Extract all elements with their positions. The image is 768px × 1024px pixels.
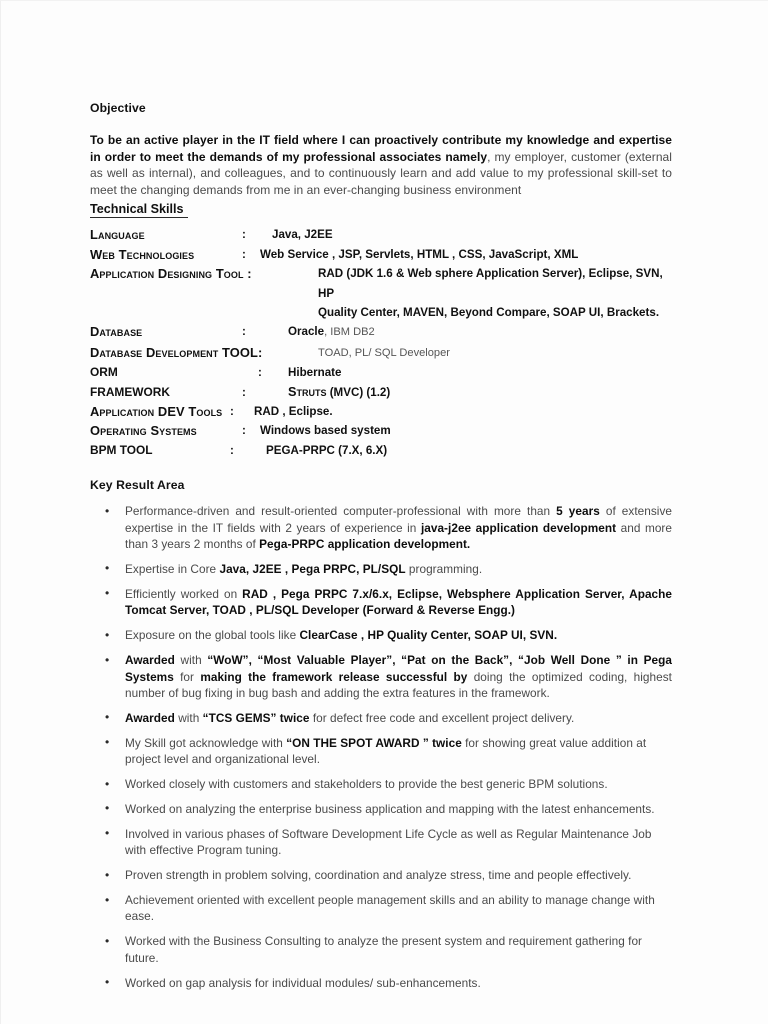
bullet-text: Worked with the Business Consulting to analyze the present system and requirement gathering for future. <box>125 934 643 965</box>
bullet-text-bold: Awarded <box>125 710 175 725</box>
bullet-text: Performance-driven and result-oriented computer-professional with more than <box>125 504 557 519</box>
bullet-text-bold: “ON THE SPOT AWARD ” twice <box>286 735 462 750</box>
bullet-core-expertise <box>90 561 672 577</box>
bullet-on-the-spot-award <box>90 735 672 768</box>
skill-value: Windows based system <box>260 424 391 438</box>
objective-paragraph-rest: , my employer, customer (external as well as internal), and colleagues, and to continuously learn and add value to my professional skill-set to meet the changing demands from me in an ever-changing business environment <box>90 149 672 197</box>
bullet-text: Exposure on the global tools like <box>125 628 300 643</box>
skill-label: Language <box>90 227 145 243</box>
objective-paragraph <box>90 132 672 198</box>
bullet-business-consulting <box>90 933 672 966</box>
skill-value-secondary: , IBM DB2 <box>324 326 375 339</box>
bullet-text: Efficiently worked on <box>125 586 243 601</box>
skill-value: Web Service , JSP, Servlets, HTML , CSS, JavaScript, XML <box>260 247 579 261</box>
bullet-text-bold: ClearCase , HP Quality Center, SOAP UI, SVN. <box>299 628 558 643</box>
bullet-text-bold: “TCS GEMS” twice <box>202 710 310 725</box>
skill-row <box>90 343 672 363</box>
skill-colon: : <box>242 228 246 242</box>
bullet-awards-pega <box>90 652 672 701</box>
bullet-text: Expertise in Core <box>125 561 220 576</box>
skill-value: PEGA-PRPC (7.X, 6.X) <box>266 443 388 457</box>
bullet-text: for showing great value addition at project level and organizational level. <box>125 735 647 767</box>
skill-label: Operating Systems <box>90 423 197 439</box>
bullet-text-bold: java-j2ee application development <box>420 520 617 535</box>
bullet-text: of extensive expertise in the IT fields with 2 years of experience in <box>125 504 672 535</box>
skill-colon: : <box>242 385 246 399</box>
bullet-text: for <box>173 669 201 684</box>
key-result-area-heading: Key Result Area <box>90 478 185 493</box>
skill-colon: : <box>230 443 234 457</box>
objective-heading: Objective <box>90 101 146 115</box>
bullet-gap-analysis <box>90 975 672 991</box>
bullet-global-tools <box>90 627 672 643</box>
technical-skills-heading: Technical Skills <box>90 202 188 218</box>
bullet-text: Worked on analyzing the enterprise business application and mapping with the latest enhancements. <box>125 801 655 816</box>
skill-value: Oracle, IBM DB2 <box>288 325 375 339</box>
spacer <box>90 120 672 132</box>
bullet-text: Proven strength in problem solving, coordination and analyze stress, time and people effectively. <box>125 868 632 883</box>
bullet-text: My Skill got acknowledge with <box>125 735 287 750</box>
skill-value: Java, J2EE <box>272 228 333 242</box>
bullet-problem-solving <box>90 867 672 883</box>
bullet-customers-stakeholders <box>90 776 672 792</box>
key-result-area-list <box>90 503 672 991</box>
bullet-text: doing the optimized coding, highest number of bug fixing in bug bash and adding the extra features in the framework. <box>125 669 672 700</box>
bullet-text-bold: making the framework release successful by <box>200 669 468 684</box>
skill-row <box>90 421 672 440</box>
skill-label: Application Designing Tool : <box>90 266 252 282</box>
bullet-text-bold: “WoW”, “Most Valuable Player”, “Pat on the Back”, “Job Well Done ” in Pega Systems <box>125 653 672 684</box>
bullet-tcs-gems <box>90 710 672 726</box>
skill-colon: : <box>242 247 246 261</box>
bullet-sdlc-phases <box>90 826 672 859</box>
skill-row <box>90 402 672 421</box>
skill-label: Database Development TOOL: <box>90 344 263 360</box>
skill-label: ORM <box>90 365 118 380</box>
technical-skills-table <box>90 225 672 460</box>
skill-value: Struts (MVC) (1.2) <box>288 384 391 399</box>
skill-row <box>90 245 672 264</box>
skill-row <box>90 264 672 303</box>
bullet-text: Achievement oriented with excellent people management skills and an ability to manage change with ease. <box>125 893 655 924</box>
bullet-text: and more than 3 years 2 months of <box>125 520 672 552</box>
skill-value-secondary: TOAD, PL/ SQL Developer <box>318 346 450 359</box>
skill-label: FRAMEWORK <box>90 384 170 399</box>
skill-row <box>90 225 672 244</box>
bullet-text: with <box>174 710 203 725</box>
skill-colon: : <box>242 325 246 339</box>
skill-label: Database <box>90 324 143 340</box>
skill-row <box>90 441 672 460</box>
skill-value: Hibernate <box>288 366 342 380</box>
technical-skills-heading-wrap <box>90 200 672 218</box>
bullet-text: for defect free code and excellent project delivery. <box>309 710 575 725</box>
bullet-enterprise-analysis <box>90 801 672 817</box>
skill-colon: : <box>258 366 262 380</box>
skill-label: Application DEV Tools <box>90 404 223 420</box>
bullet-achievement-oriented <box>90 892 672 925</box>
bullet-text-bold: Pega-PRPC application development. <box>259 537 471 552</box>
skill-label: BPM TOOL <box>90 442 153 457</box>
skill-value: RAD (JDK 1.6 & Web sphere Application Server), Eclipse, SVN, HP <box>318 267 663 300</box>
skill-value: RAD , Eclipse. <box>254 405 333 419</box>
skill-value <box>318 343 672 363</box>
skill-colon: : <box>242 424 246 438</box>
skill-value-continuation: Quality Center, MAVEN, Beyond Compare, SOAP UI, Brackets. <box>318 306 660 319</box>
skill-row <box>90 383 672 402</box>
bullet-text: Worked on gap analysis for individual modules/ sub-enhancements. <box>125 975 481 990</box>
bullet-performance-driven <box>90 503 672 552</box>
skill-colon: : <box>230 405 234 419</box>
skill-label: Web Technologies <box>90 246 195 262</box>
bullet-text-bold: RAD , Pega PRPC 7.x/6.x, Eclipse, Websphere Application Server, Apache Tomcat Server, TOAD , PL/SQL Developer (Forward & Reverse Engg.) <box>125 586 672 618</box>
bullet-text: programming. <box>405 561 483 576</box>
bullet-text: Involved in various phases of Software Development Life Cycle as well as Regular Maintenance Job with effective Program tuning. <box>125 826 652 858</box>
objective-paragraph-bold: To be an active player in the IT field where I can proactively contribute my knowledge and expertise in order to meet the demands of my professional associates namely <box>90 133 672 164</box>
bullet-text: with <box>174 653 208 668</box>
skill-row <box>90 322 672 342</box>
bullet-text-bold: Awarded <box>125 653 175 668</box>
bullet-text: Worked closely with customers and stakeholders to provide the best generic BPM solutions. <box>125 777 608 792</box>
bullet-tools-worked <box>90 586 672 619</box>
bullet-text-bold: Java, J2EE , Pega PRPC, PL/SQL <box>219 561 406 576</box>
bullet-text-bold: 5 years <box>556 504 600 519</box>
skill-row <box>90 363 672 382</box>
document-content <box>90 101 672 1000</box>
